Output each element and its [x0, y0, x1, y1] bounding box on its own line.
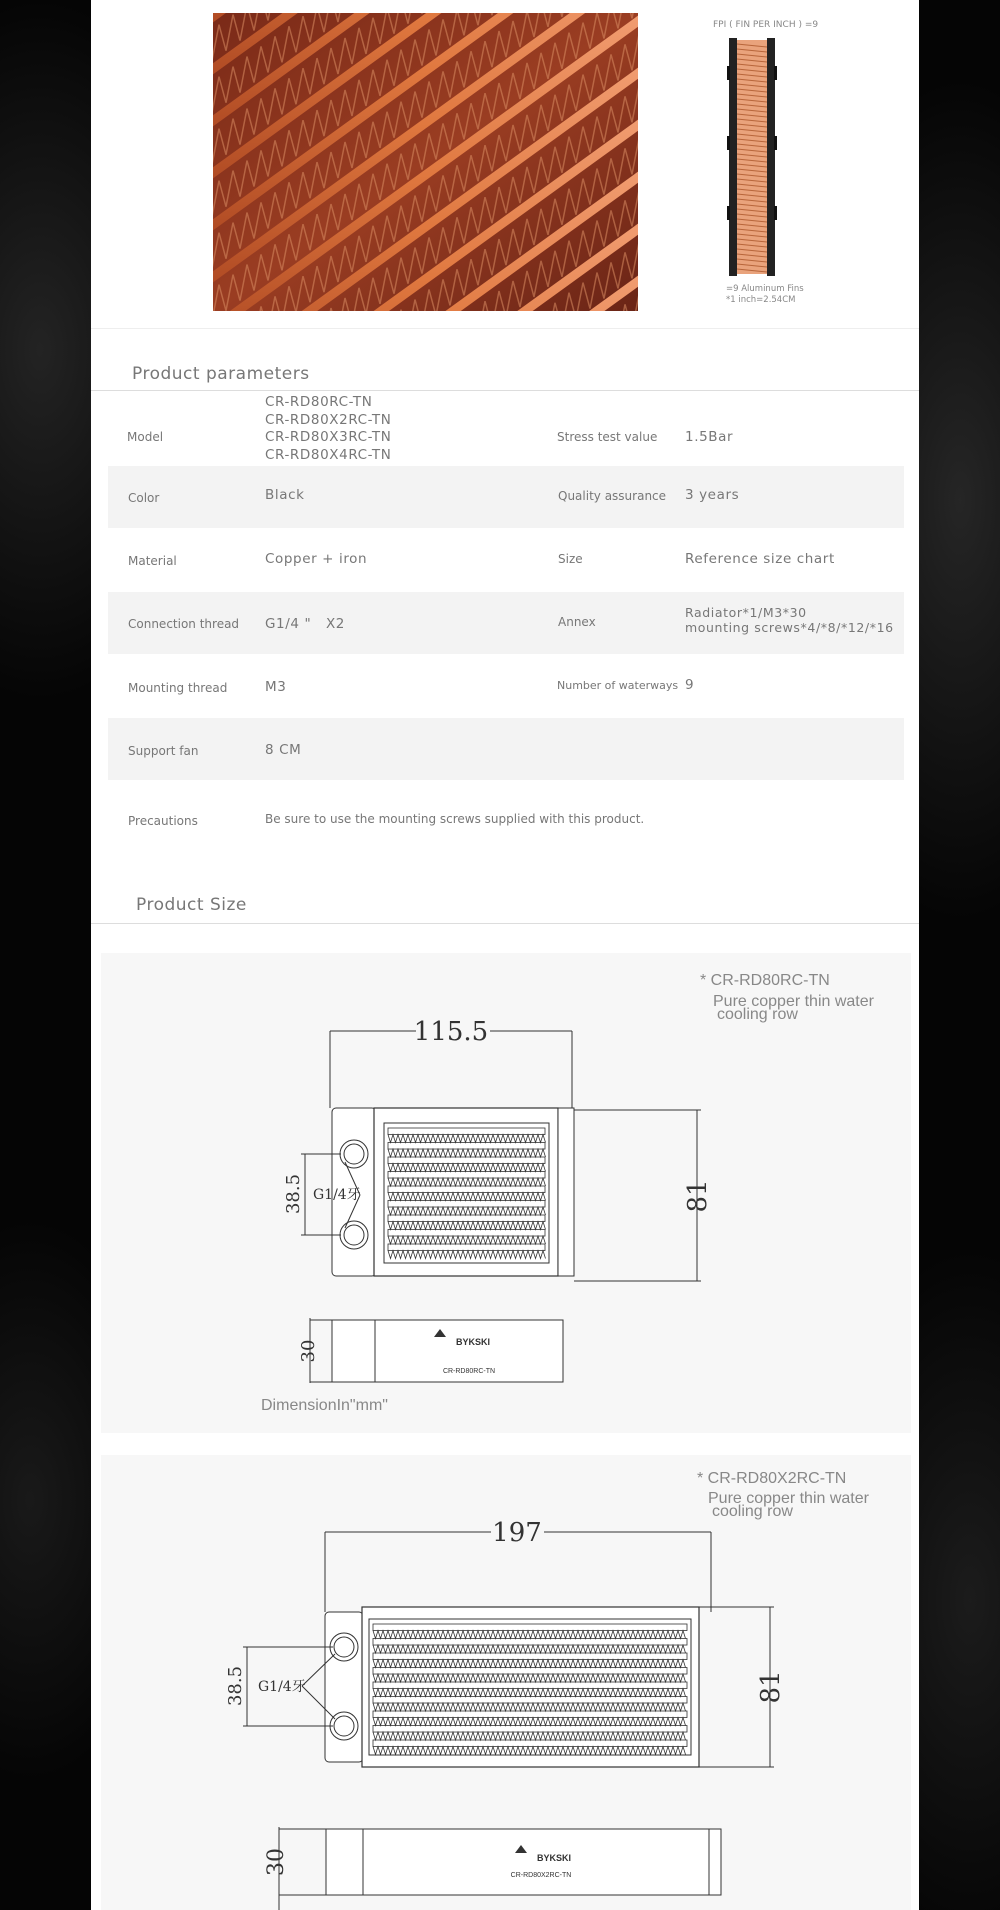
param-label-2: Number of waterways: [557, 679, 679, 692]
panel1-height-dim: 81: [683, 1179, 713, 1213]
param-value-2: 3 years: [685, 487, 740, 503]
param-label: Support fan: [128, 744, 199, 758]
fin-caption-line2: *1 inch=2.54CM: [726, 295, 796, 305]
param-label: Material: [128, 554, 177, 568]
panel2-thread: G1/4牙: [258, 1679, 306, 1695]
params-section-title: Product parameters: [132, 364, 310, 384]
param-value: 8 CM: [265, 742, 302, 758]
size-section-title: Product Size: [136, 895, 247, 915]
product-page: [91, 0, 919, 1910]
panel1-desc1: Pure copper thin water: [713, 993, 874, 1010]
panel2-desc2: cooling row: [712, 1503, 793, 1520]
param-row-model: [108, 394, 904, 464]
model-line: CR-RD80X3RC-TN: [265, 429, 392, 445]
panel1-unit-note: DimensionIn"mm": [261, 1397, 388, 1414]
panel1-side-label: CR-RD80RC-TN: [442, 1368, 496, 1375]
divider: [91, 328, 919, 329]
param-label: Color: [128, 491, 160, 505]
panel1-width-dim: 115.5: [413, 1017, 489, 1047]
copper-fin-photo: [213, 13, 638, 311]
panel1-port-dim: 38.5: [283, 1173, 304, 1215]
annex-line: mounting screws*4/*8/*12/*16: [685, 620, 894, 635]
fin-caption: [726, 284, 804, 306]
param-label: Connection thread: [128, 617, 240, 631]
param-label-2: Stress test value: [557, 430, 658, 444]
size-panel-double: [101, 1455, 911, 1910]
panel1-model: * CR-RD80RC-TN: [700, 972, 830, 989]
param-value-models: [265, 394, 391, 464]
model-line: CR-RD80X2RC-TN: [265, 411, 392, 428]
params-title-rule: [91, 390, 919, 391]
param-row-color: [108, 466, 904, 528]
size-panel-single: [101, 953, 911, 1433]
model-line: CR-RD80X4RC-TN: [265, 446, 392, 463]
panel1-desc2: cooling row: [717, 1006, 798, 1023]
param-value: Black: [265, 487, 305, 503]
panel2-port-dim: 38.5: [225, 1665, 246, 1707]
param-row-connection: [108, 592, 904, 654]
dimension-drawing-single: [101, 953, 911, 1433]
param-value: Be sure to use the mounting screws supplied with this product.: [265, 812, 645, 826]
panel2-width-dim: 197: [492, 1518, 542, 1548]
panel1-thickness-dim: 30: [298, 1339, 319, 1363]
param-value: Copper + iron: [265, 551, 368, 567]
panel2-brand: BYKSKI: [537, 1853, 572, 1863]
param-value: M3: [265, 679, 287, 695]
panel2-desc1: Pure copper thin water: [708, 1490, 869, 1507]
fin-caption-line1: =9 Aluminum Fins: [726, 284, 804, 294]
param-label-2: Annex: [558, 615, 596, 629]
fpi-title: FPI ( FIN PER INCH ) =9: [713, 20, 819, 30]
annex-line: Radiator*1/M3*30: [685, 605, 807, 620]
panel1-thread: G1/4牙: [313, 1187, 361, 1203]
param-row-material: [108, 529, 904, 591]
param-value: G1/4 " X2: [265, 616, 345, 632]
param-label-2: Quality assurance: [558, 489, 667, 503]
panel2-model: * CR-RD80X2RC-TN: [697, 1470, 847, 1487]
param-value-annex: [685, 605, 894, 635]
param-label: Precautions: [128, 814, 198, 828]
model-line: CR-RD80RC-TN: [265, 394, 373, 410]
param-label: Model: [127, 430, 164, 444]
param-value-2: Reference size chart: [685, 551, 835, 567]
param-value-2: 1.5Bar: [685, 429, 734, 445]
param-label-2: Size: [558, 552, 583, 566]
param-row-fan: [108, 718, 904, 780]
dimension-drawing-double: [101, 1455, 911, 1910]
param-label: Mounting thread: [128, 681, 228, 695]
panel2-side-label: CR-RD80X2RC-TN: [510, 1872, 572, 1879]
panel2-thickness-dim: 30: [264, 1848, 289, 1876]
param-row-mounting: [108, 655, 904, 717]
panel2-height-dim: 81: [756, 1670, 786, 1704]
panel1-brand: BYKSKI: [456, 1337, 491, 1347]
fin-section-diagram: [727, 36, 777, 278]
param-row-precautions: [108, 790, 904, 852]
size-title-rule: [91, 923, 919, 924]
param-value-2: 9: [685, 677, 695, 693]
